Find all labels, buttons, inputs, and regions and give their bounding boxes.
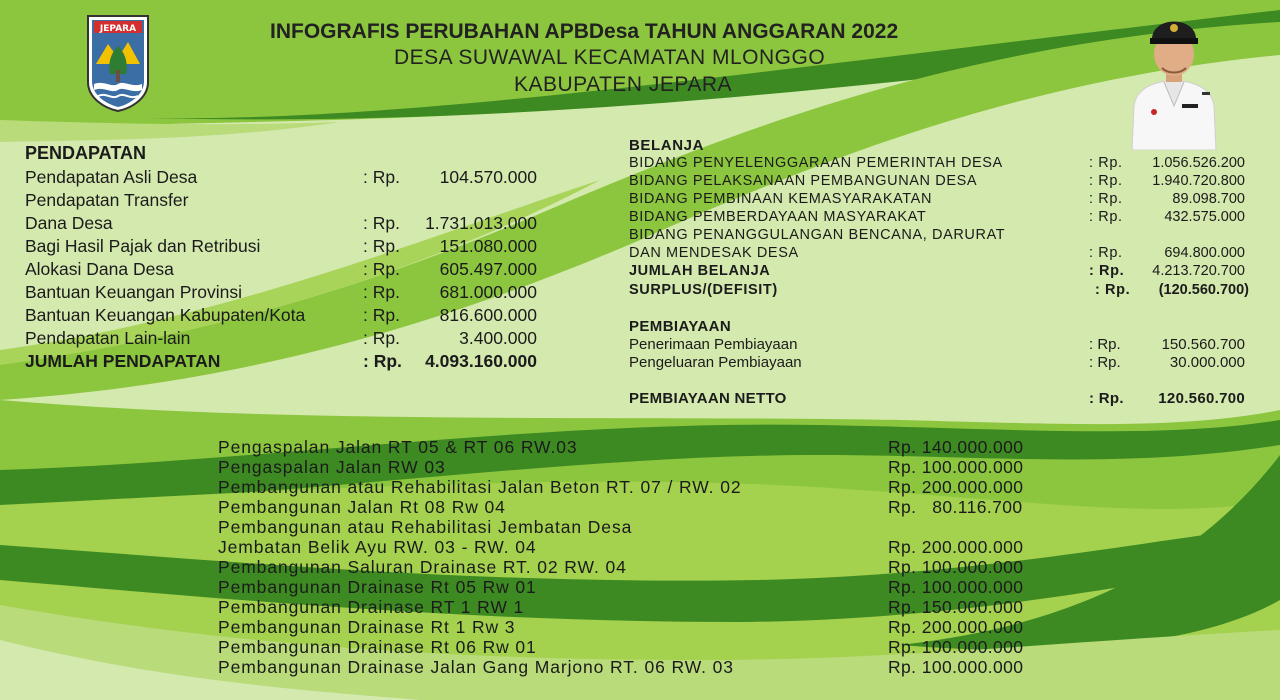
pendapatan-row — [25, 236, 545, 258]
project-amount: Rp. 140.000.000 — [888, 437, 1024, 457]
currency-prefix: : Rp. — [1089, 336, 1121, 353]
currency-prefix: : Rp. — [1089, 155, 1123, 171]
project-row — [218, 537, 1068, 557]
project-label: Pembangunan Drainase Rt 1 Rw 3 — [218, 617, 516, 637]
project-amount: Rp. 100.000.000 — [888, 557, 1024, 577]
project-label: Pengaspalan Jalan RT 05 & RT 06 RW.03 — [218, 437, 578, 457]
jepara-emblem-logo — [84, 12, 152, 112]
surplus-defisit-row — [629, 282, 1249, 299]
row-label: Bantuan Keuangan Kabupaten/Kota — [25, 305, 306, 325]
project-row — [218, 497, 1068, 517]
pendapatan-row — [25, 167, 545, 189]
belanja-heading: BELANJA — [629, 137, 705, 154]
row-amount: 4.093.160.000 — [425, 351, 537, 371]
row-label: Pendapatan Lain-lain — [25, 328, 191, 348]
row-amount: 104.570.000 — [439, 167, 537, 187]
row-amount: 681.000.000 — [439, 282, 537, 302]
currency-prefix: : Rp. — [363, 213, 400, 233]
project-amount: Rp. 150.000.000 — [888, 597, 1024, 617]
belanja-row — [629, 209, 1249, 226]
currency-prefix: : Rp. — [1089, 263, 1125, 279]
row-amount: 150.560.700 — [1161, 336, 1245, 353]
belanja-row — [629, 173, 1249, 190]
row-amount: 1.731.013.000 — [425, 213, 537, 233]
logo-text: JEPARA — [99, 24, 137, 34]
project-amount: Rp. 200.000.000 — [888, 477, 1024, 497]
row-label: BIDANG PELAKSANAAN PEMBANGUNAN DESA — [629, 173, 978, 189]
pembiayaan-heading: PEMBIAYAAN — [629, 318, 732, 335]
row-amount: 120.560.700 — [1158, 390, 1245, 407]
currency-prefix: : Rp. — [363, 328, 400, 348]
row-label: JUMLAH BELANJA — [629, 263, 771, 279]
pembiayaan-row — [629, 354, 1249, 372]
project-amount: Rp. 200.000.000 — [888, 537, 1024, 557]
row-amount: 89.098.700 — [1172, 191, 1245, 207]
belanja-row — [629, 191, 1249, 208]
currency-prefix: : Rp. — [1089, 354, 1121, 371]
row-amount: (120.560.700) — [1158, 282, 1249, 298]
belanja-row — [629, 245, 1249, 262]
row-label: Pendapatan Asli Desa — [25, 167, 198, 187]
row-label: BIDANG PEMBINAAN KEMASYARAKATAN — [629, 191, 933, 207]
project-row — [218, 557, 1068, 577]
project-amount: Rp. 100.000.000 — [888, 577, 1024, 597]
row-label: DAN MENDESAK DESA — [629, 245, 799, 261]
project-row — [218, 617, 1068, 637]
regency-subtitle: KABUPATEN JEPARA — [514, 73, 733, 96]
pendapatan-row — [25, 282, 545, 304]
project-label: Pembangunan Drainase RT 1 RW 1 — [218, 597, 525, 617]
project-amount: Rp. 100.000.000 — [888, 457, 1024, 477]
currency-prefix: : Rp. — [363, 259, 400, 279]
project-row — [218, 657, 1068, 677]
row-amount: 605.497.000 — [439, 259, 537, 279]
currency-prefix: : Rp. — [363, 236, 400, 256]
project-amount: Rp. 200.000.000 — [888, 617, 1024, 637]
infographic-title: INFOGRAFIS PERUBAHAN APBDesa TAHUN ANGGARAN 2022 — [270, 20, 899, 43]
pendapatan-total-row — [25, 351, 545, 373]
pendapatan-row — [25, 328, 545, 350]
project-row — [218, 517, 1068, 537]
official-portrait — [1126, 8, 1222, 150]
row-label: PEMBIAYAAN NETTO — [629, 390, 787, 407]
pembiayaan-netto-row — [629, 390, 1249, 408]
project-amount: Rp. 100.000.000 — [888, 657, 1024, 677]
row-label: BIDANG PEMBERDAYAAN MASYARAKAT — [629, 209, 927, 225]
pendapatan-row — [25, 259, 545, 281]
project-row — [218, 577, 1068, 597]
currency-prefix: : Rp. — [1095, 282, 1131, 298]
project-label: Pembangunan Drainase Rt 06 Rw 01 — [218, 637, 537, 657]
row-amount: 1.940.720.800 — [1152, 173, 1245, 189]
project-amount: Rp. 100.000.000 — [888, 637, 1024, 657]
belanja-row — [629, 155, 1249, 172]
pembiayaan-row — [629, 336, 1249, 354]
belanja-row — [629, 227, 1249, 244]
row-label: BIDANG PENYELENGGARAAN PEMERINTAH DESA — [629, 155, 1003, 171]
row-amount: 1.056.526.200 — [1152, 155, 1245, 171]
pendapatan-heading: PENDAPATAN — [25, 143, 146, 163]
row-label: Alokasi Dana Desa — [25, 259, 174, 279]
project-label: Pengaspalan Jalan RW 03 — [218, 457, 446, 477]
belanja-total-row — [629, 263, 1249, 280]
currency-prefix: : Rp. — [1089, 191, 1123, 207]
row-label: BIDANG PENANGGULANGAN BENCANA, DARURAT — [629, 227, 1006, 243]
row-label: SURPLUS/(DEFISIT) — [629, 282, 778, 298]
project-amount: Rp. 80.116.700 — [888, 497, 1023, 517]
row-label: Dana Desa — [25, 213, 113, 233]
pendapatan-row — [25, 305, 545, 327]
row-label: Bagi Hasil Pajak dan Retribusi — [25, 236, 261, 256]
project-label: Pembangunan atau Rehabilitasi Jembatan Desa — [218, 517, 633, 537]
village-subtitle: DESA SUWAWAL KECAMATAN MLONGGO — [394, 46, 826, 69]
project-row — [218, 457, 1068, 477]
row-amount: 816.600.000 — [439, 305, 537, 325]
row-label: Bantuan Keuangan Provinsi — [25, 282, 242, 302]
project-row — [218, 637, 1068, 657]
currency-prefix: : Rp. — [1089, 173, 1123, 189]
currency-prefix: : Rp. — [363, 167, 400, 187]
project-row — [218, 477, 1068, 497]
row-label: Penerimaan Pembiayaan — [629, 336, 798, 353]
row-label: Pengeluaran Pembiayaan — [629, 354, 802, 371]
row-amount: 694.800.000 — [1164, 245, 1245, 261]
currency-prefix: : Rp. — [1089, 390, 1124, 407]
currency-prefix: : Rp. — [1089, 245, 1123, 261]
row-label: JUMLAH PENDAPATAN — [25, 351, 221, 371]
project-label: Pembangunan Saluran Drainase RT. 02 RW. 04 — [218, 557, 627, 577]
project-label: Jembatan Belik Ayu RW. 03 - RW. 04 — [218, 537, 537, 557]
project-label: Pembangunan atau Rehabilitasi Jalan Beton RT. 07 / RW. 02 — [218, 477, 742, 497]
row-amount: 4.213.720.700 — [1152, 263, 1245, 279]
project-label: Pembangunan Jalan Rt 08 Rw 04 — [218, 497, 506, 517]
pendapatan-row — [25, 190, 545, 212]
currency-prefix: : Rp. — [363, 305, 400, 325]
row-amount: 3.400.000 — [459, 328, 537, 348]
row-amount: 30.000.000 — [1169, 354, 1245, 371]
currency-prefix: : Rp. — [363, 351, 402, 371]
currency-prefix: : Rp. — [1089, 209, 1123, 225]
project-row — [218, 597, 1068, 617]
row-label: Pendapatan Transfer — [25, 190, 189, 210]
row-amount: 432.575.000 — [1164, 209, 1245, 225]
row-amount: 151.080.000 — [439, 236, 537, 256]
currency-prefix: : Rp. — [363, 282, 400, 302]
project-row — [218, 437, 1068, 457]
project-label: Pembangunan Drainase Jalan Gang Marjono RT. 06 RW. 03 — [218, 657, 734, 677]
pendapatan-row — [25, 213, 545, 235]
project-label: Pembangunan Drainase Rt 05 Rw 01 — [218, 577, 537, 597]
